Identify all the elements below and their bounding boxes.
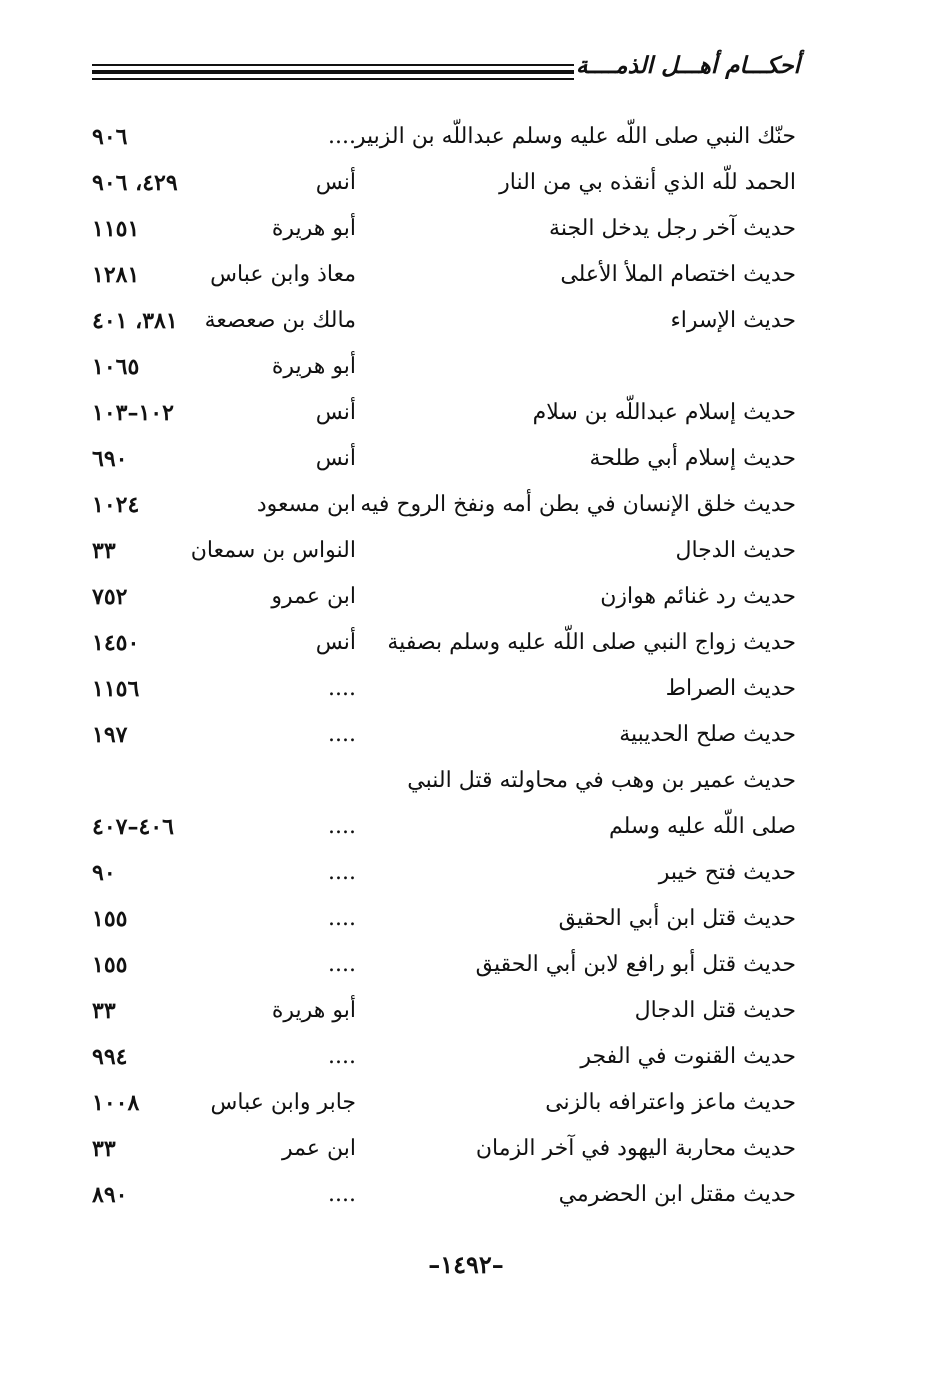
entry-pages: ٣٣ [92,1136,116,1162]
entry-topic: حديث عمير بن وهب في محاولته قتل النبي [407,768,796,793]
entry-pages: ١٠٦٥ [92,354,140,380]
entry-topic: حديث اختصام الملأ الأعلى [560,262,796,287]
entry-pages: ١٠٢٤ [92,492,140,518]
index-entry [0,254,932,300]
entry-pages: ٣٣ [92,998,116,1024]
entry-pages: ٣٣ [92,538,116,564]
entry-narrator: .... [328,860,356,885]
entry-narrator: جابر وابن عباس [210,1090,356,1115]
entry-pages: ١٥٥ [92,952,128,978]
entry-narrator: أنس [315,400,356,425]
entry-pages: ١٠٢–١٠٣ [92,400,174,426]
entry-pages: ١١٥٦ [92,676,140,702]
entry-topic: صلى اللّه عليه وسلم [609,814,796,839]
entry-narrator: أبو هريرة [271,354,356,379]
index-entry [0,300,932,346]
entry-topic: حنّك النبي صلى اللّه عليه وسلم عبداللّه بن الزبير [354,124,796,149]
entry-narrator: معاذ وابن عباس [210,262,356,287]
running-header [92,50,800,90]
entry-narrator: أنس [315,170,356,195]
entry-pages: ٦٩٠ [92,446,128,472]
index-entry [0,1036,932,1082]
index-entry [0,852,932,898]
entry-topic: حديث صلح الحديبية [619,722,796,747]
index-entry [0,990,932,1036]
entry-narrator: ابن عمرو [271,584,356,609]
entry-topic: حديث ماعز واعترافه بالزنى [545,1090,796,1115]
entry-topic: حديث مقتل ابن الحضرمي [558,1182,796,1207]
index-entry [0,392,932,438]
header-rule [92,64,574,66]
index-entry [0,944,932,990]
entry-pages: ٩٠٦ [92,124,128,150]
entry-pages: ٩٠ [92,860,116,886]
index-entry [0,806,932,852]
entry-narrator: مالك بن صعصعة [204,308,356,333]
entry-narrator: ابن مسعود [256,492,356,517]
entry-narrator: .... [328,676,356,701]
entry-pages: ١١٥١ [92,216,140,242]
entry-narrator: .... [328,124,356,149]
index-entry [0,622,932,668]
entry-pages: ٧٥٢ [92,584,128,610]
entry-topic: حديث قتل أبو رافع لابن أبي الحقيق [475,952,796,977]
index-entry [0,162,932,208]
entry-topic: حديث إسلام عبداللّه بن سلام [532,400,796,425]
entry-narrator: أبو هريرة [271,998,356,1023]
index-entry [0,116,932,162]
index-entry [0,208,932,254]
entry-topic: حديث قتل الدجال [634,998,796,1023]
entry-narrator: .... [328,1044,356,1069]
entry-pages: ١٢٨١ [92,262,140,288]
entry-topic: حديث إسلام أبي طلحة [589,446,796,471]
index-entry [0,346,932,392]
entry-pages: ١٩٧ [92,722,128,748]
entry-narrator: ابن عمر [282,1136,356,1161]
header-title: أحكـــام أهـــل الذمــــة [575,52,800,79]
entry-narrator: .... [328,952,356,977]
header-rule [92,78,574,80]
entry-topic: حديث قتل ابن أبي الحقيق [558,906,796,931]
entry-topic: حديث محاربة اليهود في آخر الزمان [475,1136,796,1161]
entry-topic: حديث الإسراء [670,308,796,333]
entry-topic: حديث زواج النبي صلى اللّه عليه وسلم بصفية [387,630,796,655]
entry-narrator: .... [328,906,356,931]
entry-narrator: .... [328,1182,356,1207]
entry-topic: حديث رد غنائم هوازن [600,584,796,609]
index-entry [0,760,932,806]
index-entry [0,714,932,760]
entry-pages: ٣٨١، ٤٠١ [92,308,178,334]
entry-topic: حديث فتح خيبر [658,860,796,885]
index-entry [0,1128,932,1174]
entry-topic: حديث خلق الإنسان في بطن أمه ونفخ الروح فيه [360,492,796,517]
header-rule [92,70,574,74]
entry-narrator: .... [328,722,356,747]
entry-topic: حديث آخر رجل يدخل الجنة [549,216,796,241]
entry-topic: حديث القنوت في الفجر [580,1044,796,1069]
entry-pages: ١٤٥٠ [92,630,140,656]
entry-pages: ٤٢٩، ٩٠٦ [92,170,178,196]
entry-narrator: أبو هريرة [271,216,356,241]
index-entry [0,484,932,530]
index-entry [0,438,932,484]
entry-topic: الحمد للّه الذي أنقذه بي من النار [499,170,796,195]
entry-pages: ١٥٥ [92,906,128,932]
index-entry [0,530,932,576]
page-number: –١٤٩٢– [428,1250,504,1279]
entry-narrator: النواس بن سمعان [190,538,356,563]
entry-pages: ٨٩٠ [92,1182,128,1208]
entry-narrator: .... [328,814,356,839]
index-entry [0,576,932,622]
entry-pages: ٩٩٤ [92,1044,128,1070]
index-entry [0,1082,932,1128]
entry-narrator: أنس [315,630,356,655]
index-entry [0,668,932,714]
index-entry [0,1174,932,1220]
entry-pages: ٤٠٦–٤٠٧ [92,814,174,840]
entry-topic: حديث الصراط [665,676,796,701]
index-entry [0,898,932,944]
entry-narrator: أنس [315,446,356,471]
entry-pages: ١٠٠٨ [92,1090,140,1116]
entry-topic: حديث الدجال [675,538,796,563]
